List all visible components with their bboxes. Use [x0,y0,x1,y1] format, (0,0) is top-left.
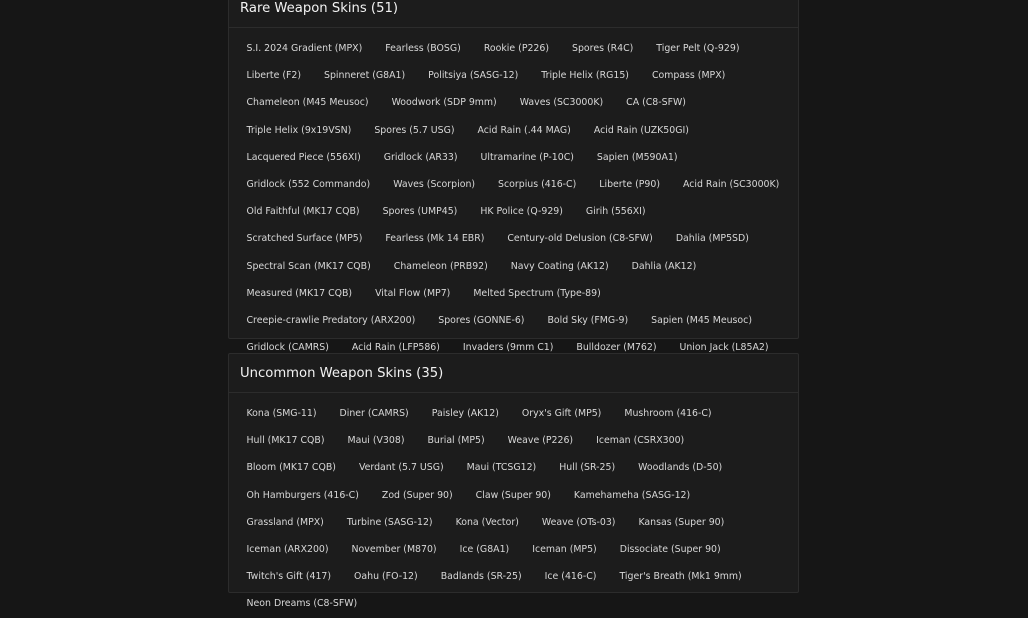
uncommon-skin-item[interactable]: Iceman (ARX200) [246,543,329,555]
rare-skin-item[interactable]: Vital Flow (MP7) [375,287,451,299]
rare-skin-item[interactable]: Tiger Pelt (Q-929) [656,43,740,54]
uncommon-skin-item[interactable]: Hull (MK17 CQB) [246,435,325,447]
rare-skin-item[interactable]: Gridlock (552 Commando) [246,178,371,190]
rare-skin-item[interactable]: Woodwork (SDP 9mm) [391,97,497,109]
uncommon-skin-item[interactable]: Grassland (MPX) [246,516,324,528]
rare-skin-item[interactable]: Triple Helix (RG15) [541,70,629,82]
rare-skin-item[interactable]: HK Police (Q-929) [480,206,563,218]
uncommon-skin-item[interactable]: Zod (Super 90) [381,489,453,501]
rare-skin-item[interactable]: Politsiya (SASG-12) [428,70,519,82]
rare-skin-item[interactable]: Acid Rain (UZK50GI) [593,124,689,136]
rare-skin-item[interactable]: Ultramarine (P-10C) [480,151,574,163]
uncommon-skin-item[interactable]: Maui (V308) [347,435,405,447]
rare-skin-item[interactable]: Navy Coating (AK12) [510,260,609,272]
rare-skin-item[interactable]: Girih (556XI) [585,206,646,218]
rare-skin-item[interactable]: Spectral Scan (MK17 CQB) [246,260,371,272]
uncommon-skin-item[interactable]: Maui (TCSG12) [466,462,537,474]
uncommon-skin-item[interactable]: Oahu (FO-12) [354,571,418,583]
uncommon-skin-item[interactable]: Neon Dreams (C8-SFW) [246,598,358,610]
rare-skin-item[interactable]: Spores (5.7 USG) [374,124,455,136]
rare-skin-item[interactable]: Dahlia (MP5SD) [675,233,749,245]
uncommon-skin-item[interactable]: Ice (G8A1) [459,543,510,555]
uncommon-skin-item[interactable]: Badlands (SR-25) [440,571,522,583]
uncommon-skin-item[interactable]: Diner (CAMRS) [339,408,409,419]
rare-skin-item[interactable]: Rookie (P226) [483,43,550,54]
rare-skin-item[interactable]: Spores (UMP45) [382,206,458,218]
uncommon-skins-list [229,393,798,618]
uncommon-skin-item[interactable]: Kansas (Super 90) [638,516,725,528]
uncommon-skin-item[interactable]: Kamehameha (SASG-12) [573,489,691,501]
rare-skin-item[interactable]: Gridlock (AR33) [383,151,458,163]
rare-skin-item[interactable]: Lacquered Piece (556XI) [246,151,361,163]
uncommon-skin-item[interactable]: Kona (Vector) [455,516,519,528]
rare-skin-item[interactable]: Acid Rain (.44 MAG) [477,124,571,136]
rare-skin-item[interactable]: Invaders (9mm C1) [462,342,554,354]
uncommon-skin-item[interactable]: Verdant (5.7 USG) [358,462,444,474]
uncommon-skin-item[interactable]: Tiger's Breath (Mk1 9mm) [619,571,742,583]
rare-skin-item[interactable]: Fearless (Mk 14 EBR) [385,233,485,245]
uncommon-skin-item[interactable]: Weave (P226) [507,435,574,447]
uncommon-skin-item[interactable]: Twitch's Gift (417) [246,571,332,583]
uncommon-skin-item[interactable]: Turbine (SASG-12) [346,516,433,528]
rare-skin-item[interactable]: Scratched Surface (MP5) [246,233,363,245]
uncommon-skin-item[interactable]: November (M870) [351,543,437,555]
uncommon-skin-item[interactable]: Claw (Super 90) [475,489,551,501]
uncommon-skin-item[interactable]: Kona (SMG-11) [246,408,317,419]
rare-skin-item[interactable]: CA (C8-SFW) [626,97,686,109]
uncommon-skin-item[interactable]: Woodlands (D-50) [638,462,723,474]
uncommon-skins-title: Uncommon Weapon Skins (35) [229,354,798,393]
rare-skin-item[interactable]: Liberte (P90) [599,178,660,190]
rare-skin-item[interactable]: S.I. 2024 Gradient (MPX) [246,43,363,54]
uncommon-skin-item[interactable]: Paisley (AK12) [431,408,499,419]
rare-skin-item[interactable]: Chameleon (M45 Meusoc) [246,97,369,109]
rare-skin-item[interactable]: Melted Spectrum (Type-89) [473,287,601,299]
rare-skins-title: Rare Weapon Skins (51) [229,0,798,28]
uncommon-skin-item[interactable]: Iceman (MP5) [532,543,597,555]
uncommon-skin-item[interactable]: Weave (OTs-03) [541,516,616,528]
rare-skins-panel [228,0,799,354]
rare-skin-item[interactable]: Sapien (M45 Meusoc) [651,314,752,326]
rare-skin-item[interactable]: Waves (Scorpion) [393,178,476,190]
uncommon-skin-item[interactable]: Oh Hamburgers (416-C) [246,489,359,501]
rare-skin-item[interactable]: Bulldozer (M762) [576,342,657,354]
uncommon-skins-panel [228,353,799,610]
rare-skins-list [229,28,798,361]
rare-skin-item[interactable]: Measured (MK17 CQB) [246,287,353,299]
rare-skin-item[interactable]: Liberte (F2) [246,70,301,82]
uncommon-skin-item[interactable]: Bloom (MK17 CQB) [246,462,336,474]
uncommon-skin-item[interactable]: Iceman (CSRX300) [596,435,685,447]
rare-skin-item[interactable]: Century-old Delusion (C8-SFW) [507,233,653,245]
rare-skin-item[interactable]: Scorpius (416-C) [498,178,577,190]
rare-skin-item[interactable]: Dahlia (AK12) [631,260,697,272]
uncommon-skin-item[interactable]: Ice (416-C) [544,571,597,583]
rare-skin-item[interactable]: Compass (MPX) [651,70,726,82]
uncommon-skin-item[interactable]: Mushroom (416-C) [624,408,712,419]
rare-skin-item[interactable]: Acid Rain (LFP586) [351,342,440,354]
uncommon-skin-item[interactable]: Burial (MP5) [427,435,485,447]
uncommon-skin-item[interactable]: Dissociate (Super 90) [619,543,721,555]
rare-skin-item[interactable]: Acid Rain (SC3000K) [682,178,780,190]
rare-skin-item[interactable]: Chameleon (PRB92) [393,260,488,272]
rare-skin-item[interactable]: Triple Helix (9x19VSN) [246,124,352,136]
rare-skin-item[interactable]: Fearless (BOSG) [385,43,461,54]
uncommon-skin-item[interactable]: Hull (SR-25) [559,462,616,474]
rare-skin-item[interactable]: Bold Sky (FMG-9) [547,314,629,326]
rare-skin-item[interactable]: Old Faithful (MK17 CQB) [246,206,360,218]
rare-skin-item[interactable]: Spores (GONNE-6) [438,314,525,326]
rare-skin-item[interactable]: Union Jack (L85A2) [679,342,769,354]
rare-skin-item[interactable]: Spores (R4C) [572,43,634,54]
rare-skin-item[interactable]: Sapien (M590A1) [596,151,678,163]
rare-skin-item[interactable]: Waves (SC3000K) [519,97,604,109]
rare-skin-item[interactable]: Gridlock (CAMRS) [246,342,329,354]
rare-skin-item[interactable]: Creepie-crawlie Predatory (ARX200) [246,314,416,326]
uncommon-skin-item[interactable]: Oryx's Gift (MP5) [521,408,602,419]
rare-skin-item[interactable]: Spinneret (G8A1) [324,70,406,82]
